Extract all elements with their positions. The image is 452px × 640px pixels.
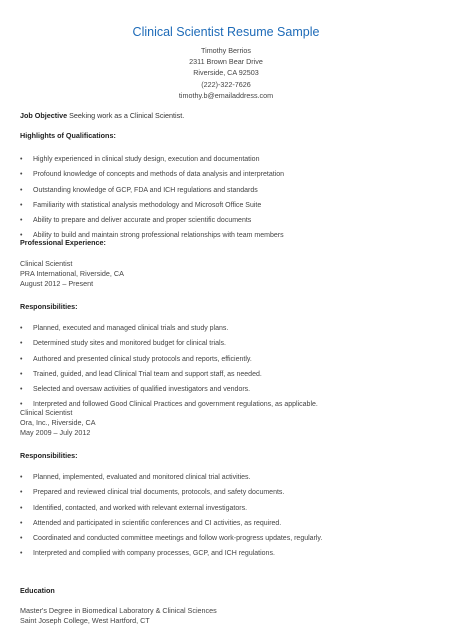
contact-street: 2311 Brown Bear Drive bbox=[189, 57, 263, 67]
bullet-icon: • bbox=[20, 401, 23, 409]
page-title: Clinical Scientist Resume Sample bbox=[132, 25, 320, 39]
list-item: • Attended and participated in scientific conferences and CI activities, as required. bbox=[20, 516, 440, 531]
list-item: • Prepared and reviewed clinical trial documents, protocols, and safety documents. bbox=[20, 485, 440, 500]
contact-email: timothy.b@emailaddress.com bbox=[178, 90, 274, 100]
job-company: Ora, Inc., Riverside, CA bbox=[20, 418, 96, 428]
bullet-icon: • bbox=[20, 489, 23, 497]
job-2-responsibilities bbox=[20, 470, 440, 562]
bullet-icon: • bbox=[20, 156, 23, 163]
list-item: • Highly experienced in clinical study design, execution and documentation bbox=[20, 152, 440, 167]
job-dates: May 2009 – July 2012 bbox=[20, 428, 91, 438]
job-1-responsibilities bbox=[20, 321, 440, 413]
job-title: Clinical Scientist bbox=[20, 259, 73, 268]
list-item: • Trained, guided, and lead Clinical Trial team and support staff, as needed. bbox=[20, 367, 440, 382]
list-item: • Authored and presented clinical study protocols and reports, efficiently. bbox=[20, 352, 440, 367]
list-item: • Outstanding knowledge of GCP, FDA and ICH regulations and standards bbox=[20, 183, 440, 198]
list-item: • Planned, implemented, evaluated and monitored clinical trial activities. bbox=[20, 470, 440, 485]
education-school: Saint Joseph College, West Hartford, CT bbox=[20, 616, 150, 626]
list-item: • Selected and oversaw activities of qualified investigators and vendors. bbox=[20, 382, 440, 397]
bullet-icon: • bbox=[20, 325, 23, 332]
bullet-icon: • bbox=[20, 550, 23, 558]
job-title: Clinical Scientist bbox=[20, 408, 73, 417]
job-2-info bbox=[20, 408, 96, 439]
experience-heading: Professional Experience: bbox=[20, 238, 106, 247]
list-item: • Ability to build and maintain strong professional relationships with team members bbox=[20, 228, 440, 243]
education-block bbox=[20, 606, 217, 626]
list-item: • Profound knowledge of concepts and methods of data analysis and interpretation bbox=[20, 167, 440, 182]
bullet-icon: • bbox=[20, 519, 23, 527]
bullet-icon: • bbox=[20, 474, 23, 481]
bullet-icon: • bbox=[20, 201, 23, 209]
job-dates: August 2012 – Present bbox=[20, 279, 94, 289]
list-item: • Interpreted and complied with company processes, GCP, and ICH regulations. bbox=[20, 546, 440, 561]
bullet-icon: • bbox=[20, 340, 23, 348]
contact-phone: (222)-322-7626 bbox=[201, 79, 251, 89]
education-heading: Education bbox=[20, 586, 55, 595]
bullet-icon: • bbox=[20, 504, 23, 512]
list-item: • Coordinated and conducted committee meetings and follow work-progress updates, regularly. bbox=[20, 531, 440, 546]
job-company: PRA International, Riverside, CA bbox=[20, 269, 124, 279]
list-item: • Planned, executed and managed clinical trials and study plans. bbox=[20, 321, 440, 336]
responsibilities-heading: Responsibilities: bbox=[20, 451, 78, 460]
contact-block bbox=[0, 45, 452, 101]
bullet-icon: • bbox=[20, 370, 23, 378]
highlights-list bbox=[20, 152, 440, 244]
list-item: • Ability to prepare and deliver accurate and proper scientific documents bbox=[20, 213, 440, 228]
list-item: • Familiarity with statistical analysis methodology and Microsoft Office Suite bbox=[20, 198, 440, 213]
highlights-heading: Highlights of Qualifications: bbox=[20, 131, 116, 140]
responsibilities-heading: Responsibilities: bbox=[20, 302, 78, 311]
bullet-icon: • bbox=[20, 217, 23, 225]
job-objective bbox=[20, 111, 440, 120]
bullet-icon: • bbox=[20, 355, 23, 363]
contact-city: Riverside, CA 92503 bbox=[193, 68, 259, 78]
education-degree: Master's Degree in Biomedical Laboratory & Clinical Sciences bbox=[20, 606, 217, 615]
bullet-icon: • bbox=[20, 535, 23, 543]
objective-text: Seeking work as a Clinical Scientist. bbox=[69, 111, 185, 120]
bullet-icon: • bbox=[20, 171, 23, 179]
list-item: • Identified, contacted, and worked with relevant external investigators. bbox=[20, 501, 440, 516]
contact-name: Timothy Berrios bbox=[200, 46, 252, 55]
bullet-icon: • bbox=[20, 232, 23, 240]
list-item: • Interpreted and followed Good Clinical Practices and government regulations, as applicable. bbox=[20, 397, 440, 412]
objective-label: Job Objective bbox=[20, 111, 68, 120]
bullet-icon: • bbox=[20, 186, 23, 194]
bullet-icon: • bbox=[20, 386, 23, 394]
job-1-info bbox=[20, 259, 124, 290]
list-item: • Determined study sites and monitored budget for clinical trials. bbox=[20, 336, 440, 351]
